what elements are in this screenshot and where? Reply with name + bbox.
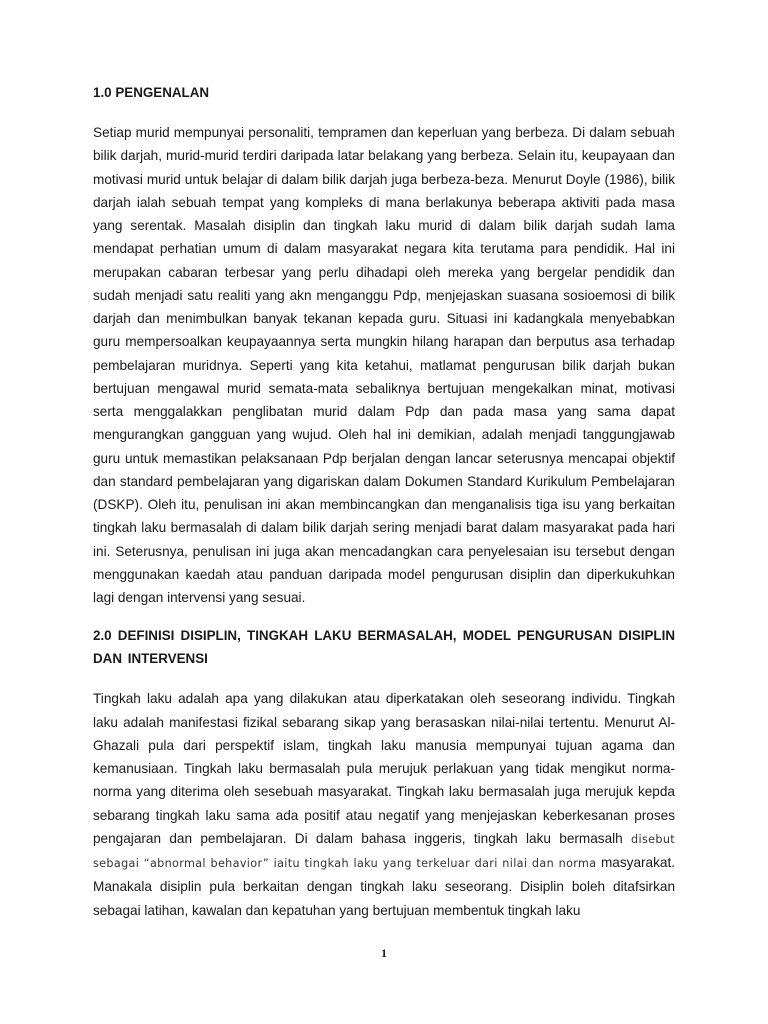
paragraph-definisi-part3: masyarakat. Manakala disiplin pula berkaitan dengan tingkah laku seseorang. Disiplin boleh ditafsirkan sebagai latihan, kawalan dan kepatuhan yang bertujuan membentuk tingkah laku [93, 855, 675, 918]
document-page [93, 82, 675, 922]
section-heading-definisi: 2.0 DEFINISI DISIPLIN, TINGKAH LAKU BERMASALAH, MODEL PENGURUSAN DISIPLIN DAN INTERVENSI [93, 628, 675, 667]
section-heading-pengenalan: 1.0 PENGENALAN [93, 85, 210, 100]
paragraph-pengenalan: Setiap murid mempunyai personaliti, tempramen dan keperluan yang berbeza. Di dalam sebuah bilik darjah, murid-murid terdiri daripada latar belakang yang berbeza. Selain itu, keupayaan dan motivasi murid untuk belajar di dalam bilik darjah juga berbeza-beza. Menurut Doyle (1986), bilik darjah ialah sebuah tempat yang kompleks di mana berlakunya beberapa aktiviti pada masa yang serentak. Masalah disiplin dan tingkah laku murid di dalam bilik darjah sudah lama mendapat perhatian umum di dalam masyarakat negara kita terutama para pendidik. Hal ini merupakan cabaran terbesar yang perlu dihadapi oleh mereka yang bergelar pendidik dan sudah menjadi satu realiti yang akn menganggu Pdp, menjejaskan suasana sosioemosi di bilik darjah dan menimbulkan banyak tekanan kepada guru. Situasi ini kadangkala menyebabkan guru mempersoalkan keupayaannya serta mungkin hilang harapan dan berputus asa terhadap pembelajaran muridnya. Seperti yang kita ketahui, matlamat pengurusan bilik darjah bukan bertujuan mengawal murid semata-mata sebaliknya bertujuan mengekalkan minat, motivasi serta menggalakkan penglibatan murid dalam Pdp dan pada masa yang sama dapat mengurangkan gangguan yang wujud. Oleh hal ini demikian, adalah menjadi tanggungjawab guru untuk memastikan pelaksanaan Pdp berjalan dengan lancar seterusnya mencapai objektif dan standard pembelajaran yang digariskan dalam Dokumen Standard Kurikulum Pembelajaran (DSKP). Oleh itu, penulisan ini akan membincangkan dan menganalisis tiga isu yang berkaitan tingkah laku bermasalah di dalam bilik darjah sering menjadi barat dalam masyarakat pada hari ini. Seterusnya, penulisan ini juga akan mencadangkan cara penyelesaian isu tersebut dengan menggunakan kaedah atau panduan daripada model pengurusan disiplin dan diperkukuhkan lagi dengan intervensi yang sesuai. [93, 125, 675, 605]
page-number: 1 [381, 946, 387, 960]
paragraph-definisi [93, 687, 675, 922]
paragraph-definisi-part2: disebut sebagai “abnormal behavior” iaitu tingkah laku yang terkeluar dari nilai dan norma [93, 832, 675, 870]
paragraph-definisi-part1: Tingkah laku adalah apa yang dilakukan atau diperkatakan oleh seseorang individu. Tingkah laku adalah manifestasi fizikal sebarang sikap yang berasaskan nilai-nilai tertentu. Menurut Al-Ghazali pula dari perspektif islam, tingkah laku manusia mempunyai tujuan agama dan kemanusiaan. Tingkah laku bermasalah pula merujuk perlakuan yang tidak mengikut norma-norma yang diterima oleh sesebuah masyarakat. Tingkah laku bermasalah juga merujuk kepda sebarang tingkah laku sama ada positif atau negatif yang menjejaskan keberkesanan proses pengajaran dan pembelajaran. Di dalam bahasa inggeris, tingkah laku bermasalh [93, 691, 675, 846]
